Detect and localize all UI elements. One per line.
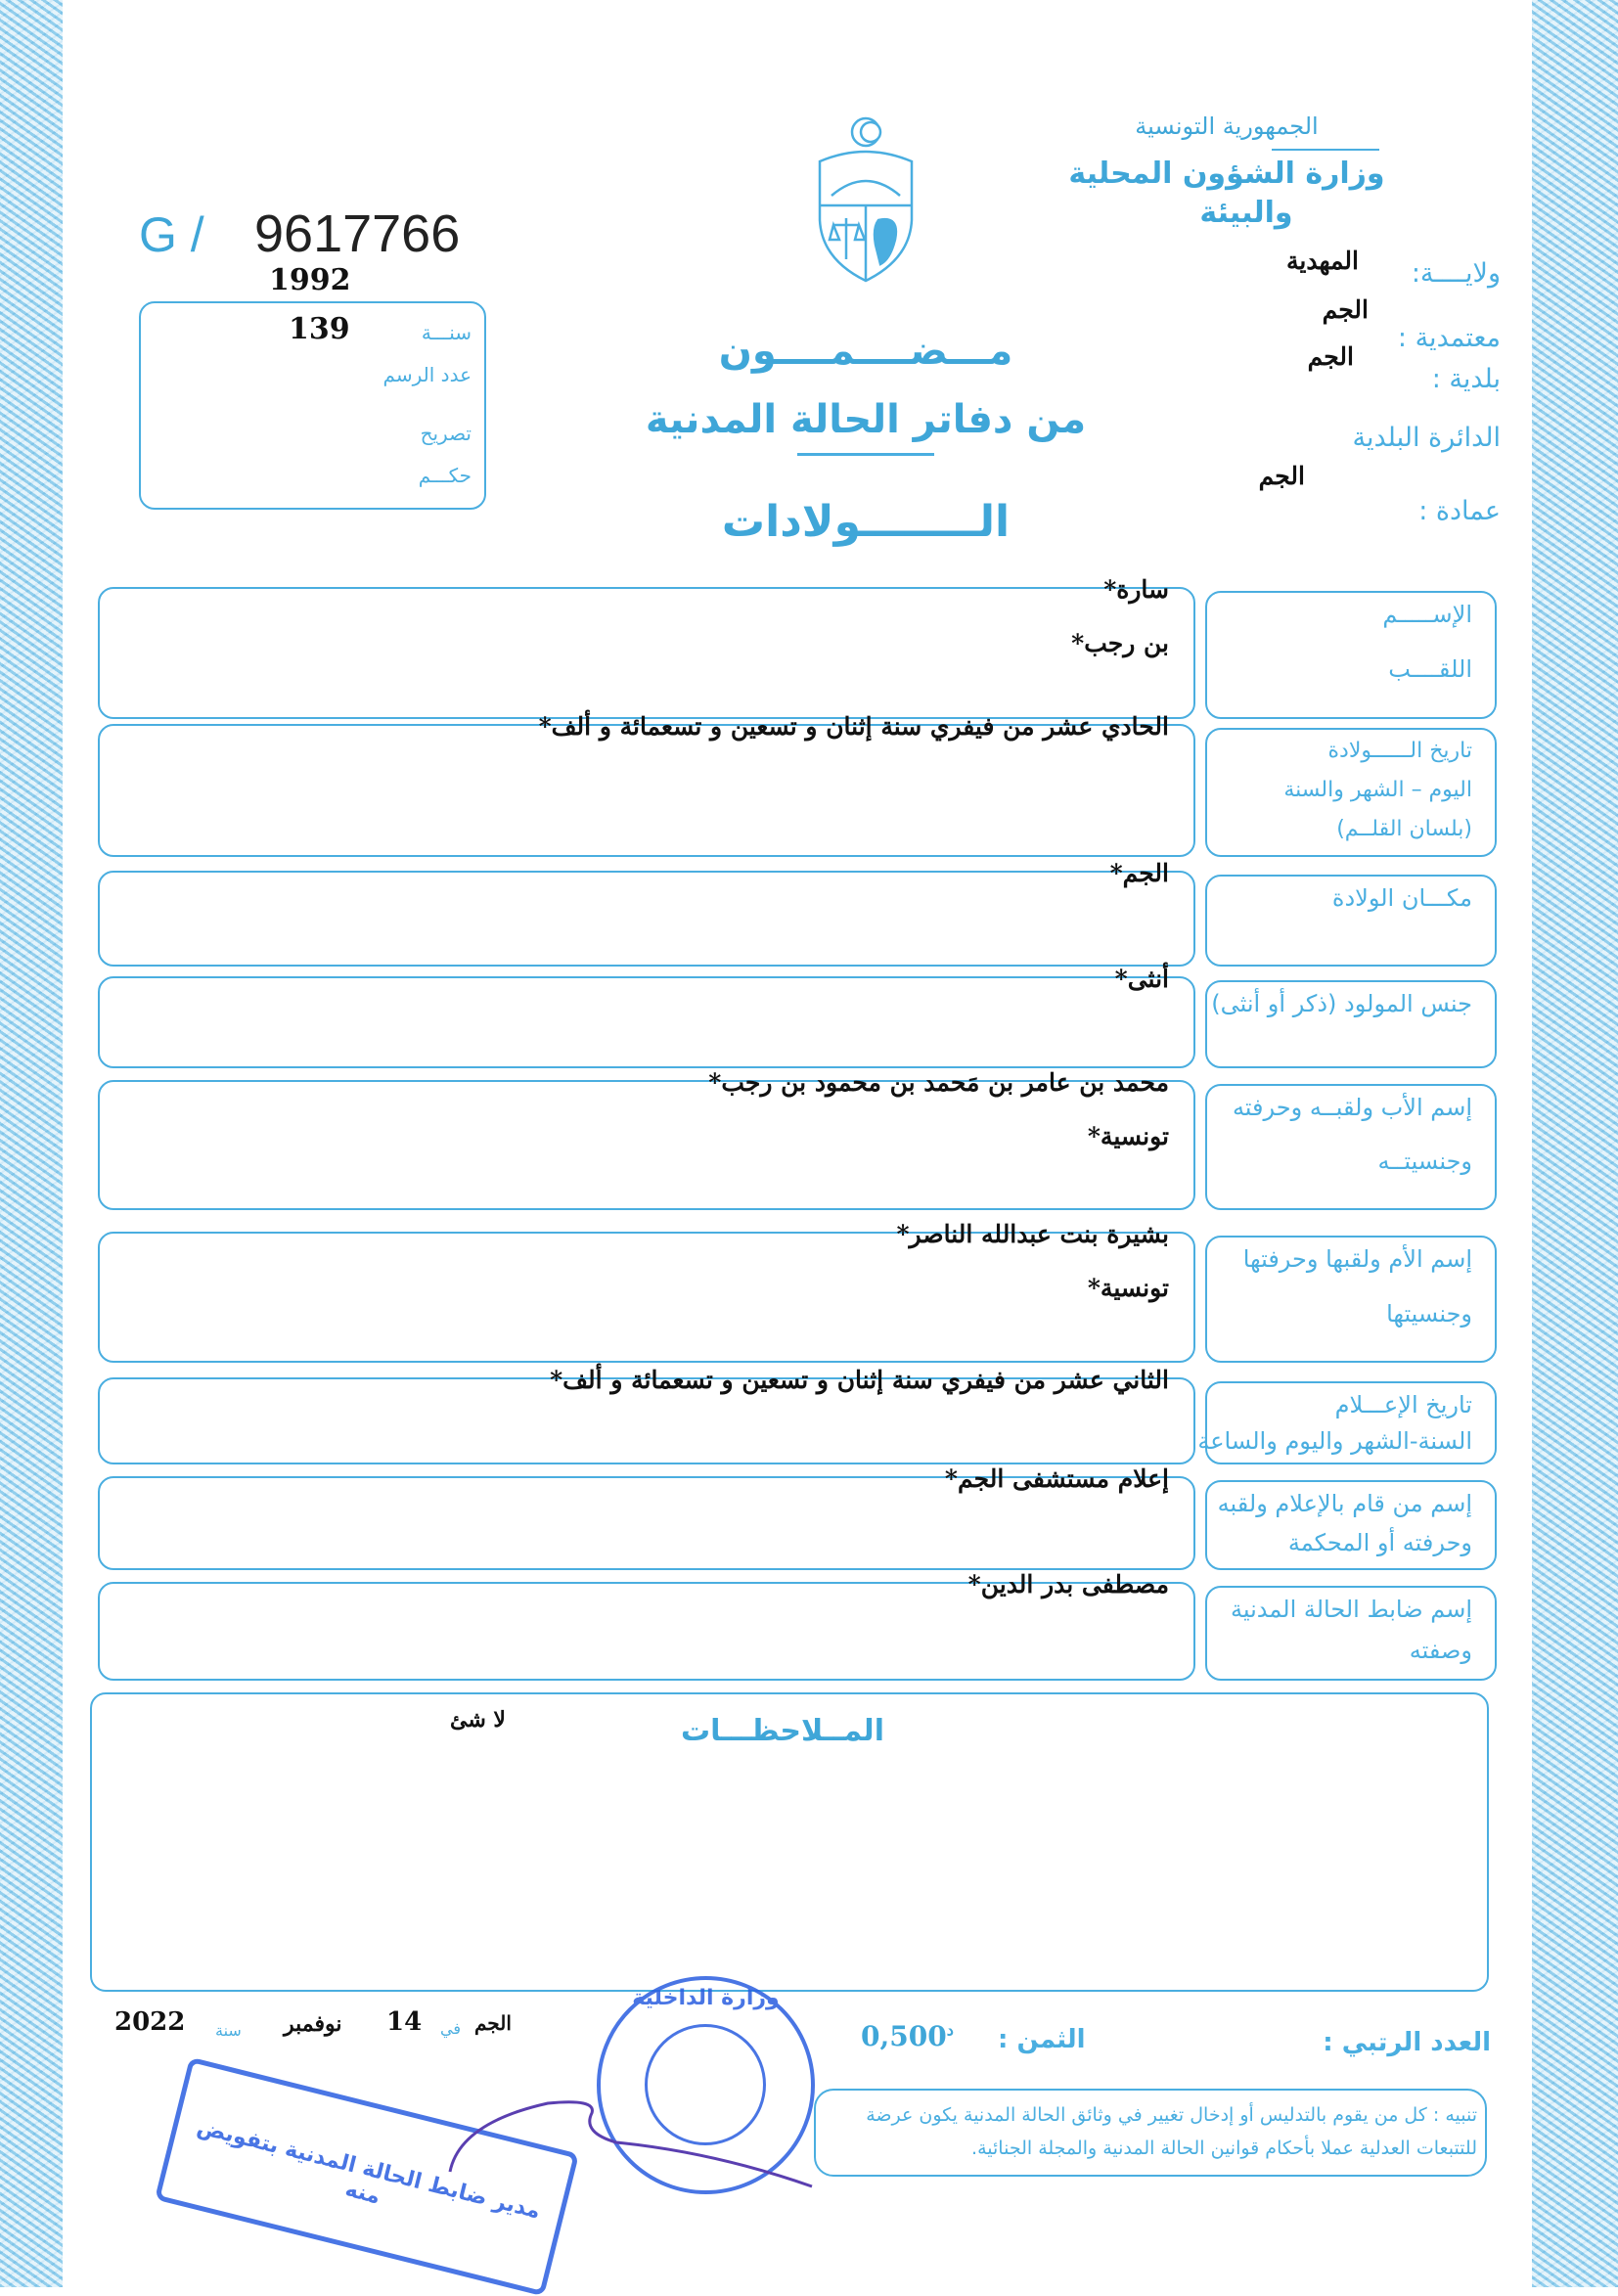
officer-stamp-text: مدير ضابط الحالة المدنية بتفويض منه	[194, 2114, 543, 2225]
footer-year: 2022	[114, 2007, 186, 2037]
field-label: اللقــــب	[1388, 655, 1472, 684]
footer-month: نوفمبر	[284, 2011, 342, 2037]
year-label: سنـــة	[421, 321, 472, 344]
field-label: جنس المولود (ذكر أو أنثى)	[1211, 990, 1472, 1017]
field-value: الثاني عشر من فيفري سنة إثنان و تسعين و تسعمائة و ألف*	[550, 1366, 1169, 1394]
section-title: الــــــــولادات	[721, 497, 1011, 547]
footer-day: 14	[386, 2007, 423, 2037]
district-value: الجم	[1258, 462, 1305, 490]
seal-text: وزارة الداخلية	[632, 1986, 780, 2010]
field-value: الجم*	[1109, 859, 1169, 887]
field-label: وصفته	[1409, 1637, 1472, 1665]
field-label: مكـــان الولادة	[1331, 884, 1472, 912]
act-number-label: عدد الرسم	[382, 363, 472, 386]
field-value: مصطفى بدر الدين*	[967, 1570, 1169, 1598]
footer-year-label: سنة	[215, 2021, 242, 2040]
field-label: تاريخ الإعـــلام	[1334, 1391, 1472, 1418]
footer-place: الجم	[474, 2011, 512, 2035]
serial-prefix: G /	[139, 207, 204, 262]
field-value-box	[98, 724, 1195, 857]
municipality-label: بلدية :	[1431, 364, 1501, 394]
wilaya-value: المهدية	[1285, 247, 1359, 275]
remarks-value: لا شئ	[450, 1707, 506, 1733]
footer-in-label: في	[440, 2019, 461, 2038]
field-value-box	[98, 587, 1195, 719]
field-label: إسم ضابط الحالة المدنية	[1231, 1596, 1472, 1623]
declaration-label: تصريح	[420, 422, 472, 445]
judgment-label: حكـــم	[418, 464, 472, 487]
field-value-box	[98, 1232, 1195, 1363]
price-unit: د	[946, 2020, 954, 2040]
title-line-2: من دفاتر الحالة المدنية	[645, 397, 1087, 442]
field-value: تونسية*	[1087, 1274, 1169, 1302]
field-label: اليوم – الشهر والسنة	[1283, 778, 1472, 802]
act-number-value: 139	[289, 312, 350, 346]
title-line-1: مـــضــــمــــون	[718, 329, 1013, 374]
field-label: وجنسيتــه	[1377, 1148, 1472, 1176]
delegation-label: معتمدية :	[1397, 323, 1501, 353]
field-value-box	[98, 871, 1195, 967]
wilaya-label: ولايــــة:	[1411, 258, 1501, 289]
price-value	[861, 2020, 954, 2053]
field-value-box	[98, 1080, 1195, 1210]
warning-text: تنبيه : كل من يقوم بالتدليس أو إدخال تغيير في وثائق الحالة المدنية يكون عرضة للتتبعات العدلية عملا بأحكام قوانين الحالة المدنية والمجلة الجنائية.	[866, 2104, 1477, 2159]
field-label: (بلسان القلــم)	[1336, 817, 1472, 841]
ministry-name: وزارة الشؤون المحلية	[1068, 157, 1385, 191]
signature	[421, 2064, 831, 2191]
field-value: بن رجب*	[1071, 629, 1169, 657]
field-label: وجنسيتها	[1386, 1299, 1472, 1328]
tunisia-coat-of-arms-icon	[812, 113, 920, 284]
field-value: أنثى*	[1114, 965, 1169, 993]
municipality-value: الجم	[1307, 342, 1354, 371]
district-label: الدائرة البلدية	[1352, 423, 1501, 453]
republic-name: الجمهورية التونسية	[1135, 113, 1319, 140]
price-amount: 0,500	[861, 2020, 947, 2052]
field-value: سارة*	[1103, 575, 1169, 604]
remarks-label: المــلاحظـــات	[681, 1714, 884, 1748]
delegation-value: الجم	[1322, 295, 1369, 324]
serial-number: 9617766	[254, 204, 461, 263]
title-underline	[797, 453, 934, 456]
field-label: إسم الأب ولقبــه وحرفته	[1232, 1094, 1472, 1121]
field-label: السنة-الشهر واليوم والساعة	[1197, 1427, 1472, 1456]
field-value: الحادي عشر من فيفري سنة إثنان و تسعين و تسعمائة و ألف*	[538, 712, 1169, 741]
imada-label: عمادة :	[1418, 496, 1501, 526]
field-value: تونسية*	[1087, 1122, 1169, 1150]
field-label: إسم من قام بالإعلام ولقبه	[1217, 1490, 1472, 1517]
field-label: تاريخ الــــــولادة	[1327, 739, 1472, 763]
field-value-box	[98, 976, 1195, 1068]
field-label: الإســـــم	[1382, 601, 1472, 628]
field-value: بشيرة بنت عبدالله الناصر*	[896, 1220, 1169, 1248]
serial-order-label: العدد الرتبي :	[1323, 2028, 1491, 2057]
price-label: الثمن :	[998, 2025, 1086, 2054]
divider	[1272, 149, 1379, 151]
ministry-name-2: والبيئة	[1199, 196, 1293, 230]
year-value: 1992	[269, 263, 351, 297]
security-border-left	[0, 0, 63, 2287]
field-value: إعلام مستشفى الجم*	[944, 1464, 1169, 1493]
security-border-right	[1532, 0, 1618, 2287]
field-label: إسم الأم ولقبها وحرفتها	[1242, 1245, 1472, 1273]
field-label: وحرفته أو المحكمة	[1287, 1529, 1472, 1556]
field-value: محمد بن عامر بن مَحمد بن محمود بن رجب*	[708, 1068, 1169, 1097]
